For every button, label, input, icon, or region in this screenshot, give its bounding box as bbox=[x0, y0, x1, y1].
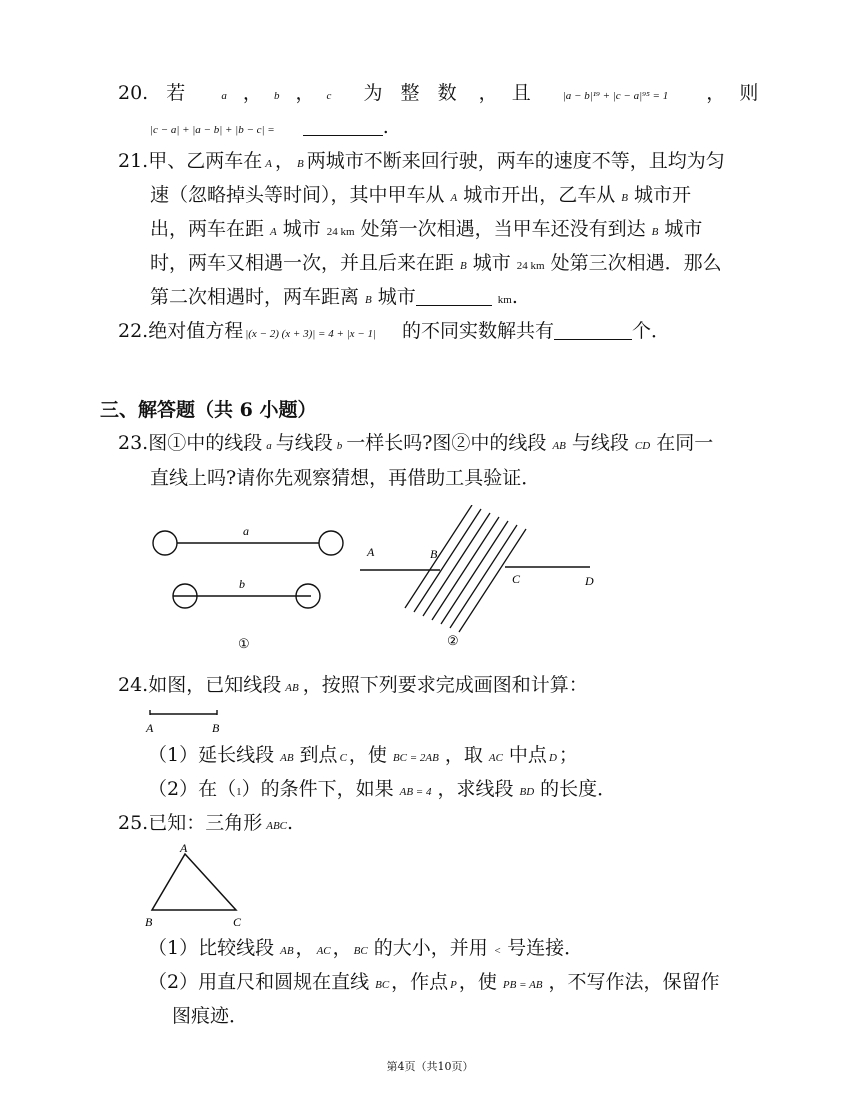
q24-step1: （1）延长线段 AB 到点 C ，使 BC = 2AB ，取 AC 中点 D ； bbox=[148, 744, 578, 766]
tri-label-A: A bbox=[180, 841, 188, 855]
q22-line: 22.绝对值方程 |(x − 2) (x + 3)| = 4 + |x − 1| 的不同实数解共有 个． bbox=[118, 320, 671, 342]
fig1-label-b: b bbox=[239, 577, 245, 591]
fig2-caption: ② bbox=[447, 633, 459, 648]
answer-blank[interactable] bbox=[303, 117, 383, 136]
answer-blank[interactable] bbox=[416, 287, 492, 306]
q21-line1: 21.甲、乙两车在 A ， B 两城市不断来回行驶，两车的速度不等，且均为匀 bbox=[118, 150, 725, 172]
figure-segment-AB bbox=[140, 706, 240, 738]
q25-step2-cont: 图痕迹． bbox=[172, 1005, 249, 1027]
q20-equation: |a − b|¹⁹ + |c − a|⁹⁵ = 1 bbox=[562, 90, 669, 102]
q20-line1: 20. 若 a ， b ， c 为 整 数 ， 且 |a − b|¹⁹ + |c − a|⁹⁵ = 1 ， 则 bbox=[118, 82, 759, 104]
answer-blank[interactable] bbox=[554, 321, 632, 340]
q21-line2: 速（忽略掉头等时间），其中甲车从 A 城市开出，乙车从 B 城市开 bbox=[150, 184, 692, 206]
seg-label-A: A bbox=[146, 721, 154, 735]
page-footer: 第4页（共10页） bbox=[386, 1060, 474, 1073]
q20-line2: |c − a| + |a − b| + |b − c| = . bbox=[150, 116, 389, 138]
seg-label-B: B bbox=[212, 721, 220, 735]
tri-label-C: C bbox=[233, 915, 242, 929]
fig2-label-B: B bbox=[430, 547, 438, 561]
q21-line4: 时，两车又相遇一次，并且后来在距 B 城市 24 km 处第三次相遇．那么 bbox=[150, 252, 722, 274]
q23-line1: 23.图①中的线段 a 与线段 b 一样长吗?图②中的线段 AB 与线段 CD 在同一 bbox=[118, 432, 714, 454]
figure-triangle bbox=[140, 840, 250, 932]
q25-line1: 25.已知：三角形 ABC. bbox=[118, 812, 294, 834]
q21-line3: 出，两车在距 A 城市 24 km 处第一次相遇，当甲车还没有到达 B 城市 bbox=[150, 218, 703, 240]
q23-line2: 直线上吗?请你先观察猜想，再借助工具验证． bbox=[150, 467, 541, 489]
figure-2 bbox=[355, 505, 605, 650]
q24-line1: 24.如图，已知线段 AB ，按照下列要求完成画图和计算： bbox=[118, 674, 588, 696]
q24-step2: （2）在（1）的条件下，如果 AB = 4 ，求线段 BD 的长度． bbox=[148, 778, 617, 800]
fig2-label-C: C bbox=[512, 572, 521, 586]
fig1-label-a: a bbox=[243, 524, 249, 538]
figure-1 bbox=[145, 515, 355, 655]
q25-step1: （1）比较线段 AB ， AC ， BC 的大小，并用 < 号连接． bbox=[148, 937, 584, 959]
fig2-label-D: D bbox=[585, 574, 594, 588]
tri-label-B: B bbox=[145, 915, 153, 929]
section-title: 三、解答题（共 6 小题） bbox=[100, 399, 317, 421]
q25-step2: （2）用直尺和圆规在直线 BC ，作点 P ，使 PB = AB ，不写作法，保留作 bbox=[148, 971, 720, 993]
fig2-label-A: A bbox=[367, 545, 375, 559]
q21-line5: 第二次相遇时，两车距离 B 城市 km. bbox=[150, 286, 518, 308]
q22-equation: |(x − 2) (x + 3)| = 4 + |x − 1| bbox=[245, 328, 376, 340]
fig1-caption: ① bbox=[238, 636, 250, 651]
